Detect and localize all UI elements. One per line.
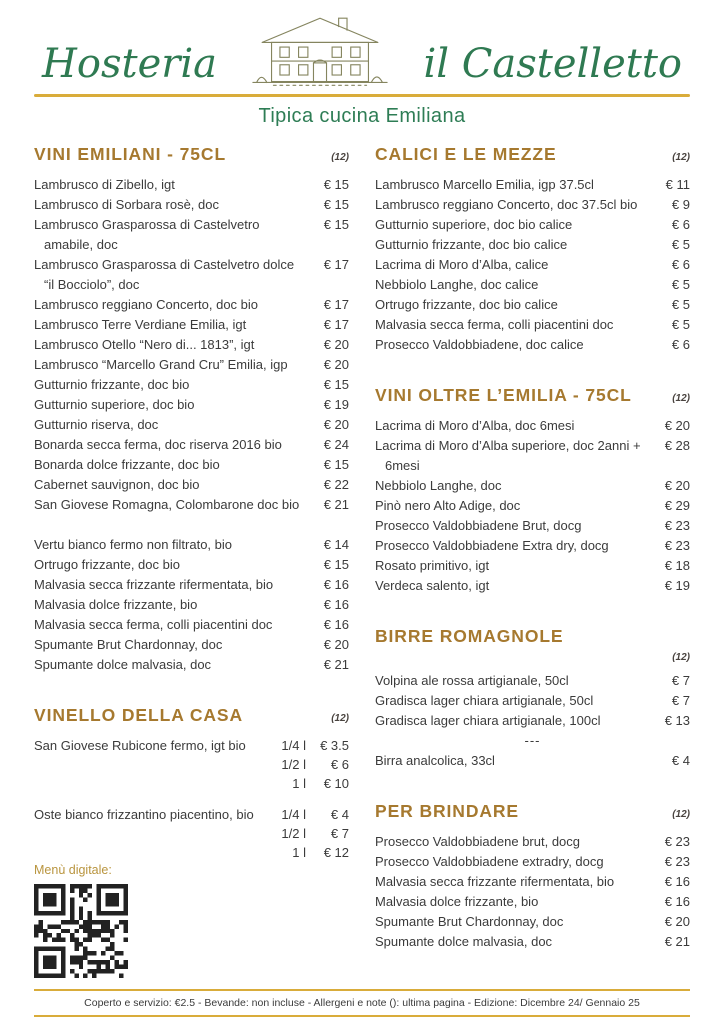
menu-item <box>375 416 690 436</box>
menu-item <box>375 496 690 516</box>
menu-item <box>34 575 349 595</box>
item-name: Ortrugo frizzante, doc bio <box>34 557 180 572</box>
item-name: Malvasia secca ferma, colli piacentini doc <box>34 617 273 632</box>
section-header <box>34 705 349 726</box>
item-price: € 21 <box>664 934 690 949</box>
item-price: € 20 <box>664 418 690 433</box>
serving-size: 1/4 l <box>281 738 306 753</box>
left-sections <box>34 144 349 862</box>
item-name: Lambrusco Grasparossa di Castelvetro amabile, doc <box>34 217 260 252</box>
item-list <box>375 175 690 355</box>
menu-item <box>375 516 690 536</box>
item-name: Malvasia secca frizzante rifermentata, bio <box>34 577 274 592</box>
menu-item <box>375 932 690 952</box>
item-name: Lambrusco di Sorbara rosè, doc <box>34 197 219 212</box>
footer <box>34 989 690 1017</box>
item-price: € 10 <box>323 776 349 791</box>
menu-item <box>34 255 349 295</box>
item-price: € 29 <box>664 498 690 513</box>
item-price: € 3.5 <box>320 738 349 753</box>
menu-item <box>34 736 349 793</box>
item-name: Bonarda secca ferma, doc riserva 2016 bio <box>34 437 282 452</box>
item-price: € 23 <box>664 834 690 849</box>
section-note: (12) <box>672 652 690 663</box>
section-title: VINELLO DELLA CASA <box>34 705 244 725</box>
item-price: € 6 <box>671 217 690 232</box>
menu-item <box>375 436 690 476</box>
item-name: Ortrugo frizzante, doc bio calice <box>375 297 558 312</box>
menu-columns <box>34 144 690 952</box>
item-name: Malvasia secca frizzante rifermentata, bio <box>375 874 615 889</box>
price-option <box>281 824 349 843</box>
item-name: Gutturnio riserva, doc <box>34 417 159 432</box>
section-header <box>34 144 349 165</box>
item-price: € 6 <box>671 257 690 272</box>
section-title: CALICI E LE MEZZE <box>375 144 557 164</box>
item-list <box>375 416 690 596</box>
item-price: € 9 <box>671 197 690 212</box>
menu-item <box>375 711 690 731</box>
item-name: Prosecco Valdobbiadene, doc calice <box>375 337 584 352</box>
page-subtitle: Tipica cucina Emiliana <box>258 105 466 127</box>
item-price: € 7 <box>671 693 690 708</box>
column-left <box>34 144 349 952</box>
item-name: Gutturnio frizzante, doc bio calice <box>375 237 568 252</box>
menu-item <box>34 375 349 395</box>
digital-menu-block <box>34 863 164 978</box>
price-option <box>281 805 349 824</box>
item-price: € 23 <box>664 518 690 533</box>
menu-item <box>375 536 690 556</box>
item-price-options <box>281 805 349 862</box>
item-price: € 16 <box>323 617 349 632</box>
item-price: € 23 <box>664 538 690 553</box>
item-price: € 5 <box>671 297 690 312</box>
menu-item <box>375 751 690 771</box>
item-price: € 15 <box>323 557 349 572</box>
item-price: € 15 <box>323 197 349 212</box>
menu-item <box>34 315 349 335</box>
item-name: Lacrima di Moro d’Alba, doc 6mesi <box>375 418 575 433</box>
serving-size: 1/2 l <box>281 757 306 772</box>
item-price: € 18 <box>664 558 690 573</box>
item-list <box>34 736 349 862</box>
item-name: Volpina ale rossa artigianale, 50cl <box>375 673 569 688</box>
restaurant-name-right: il Castelletto <box>423 41 682 87</box>
item-price-options <box>281 736 349 793</box>
item-name: Rosato primitivo, igt <box>375 558 490 573</box>
restaurant-name-left: Hosteria <box>42 41 217 87</box>
item-name: San Giovese Rubicone fermo, igt bio <box>34 738 246 753</box>
section-header <box>375 626 690 647</box>
list-spacer <box>34 515 349 535</box>
menu-item <box>375 315 690 335</box>
item-name: Vertu bianco fermo non filtrato, bio <box>34 537 233 552</box>
item-price: € 12 <box>323 845 349 860</box>
item-price: € 20 <box>323 417 349 432</box>
item-price: € 7 <box>330 826 349 841</box>
menu-item <box>375 912 690 932</box>
section-title: PER BRINDARE <box>375 801 520 821</box>
item-price: € 19 <box>664 578 690 593</box>
item-name: Pinò nero Alto Adige, doc <box>375 498 521 513</box>
price-option <box>292 843 349 862</box>
section-title: VINI EMILIANI - 75CL <box>34 144 227 164</box>
menu-item <box>34 535 349 555</box>
menu-item <box>34 215 349 255</box>
serving-size: 1 l <box>292 776 306 791</box>
item-name: Lacrima di Moro d’Alba, calice <box>375 257 549 272</box>
item-name: Nebbiolo Langhe, doc <box>375 478 502 493</box>
menu-section <box>375 801 690 952</box>
menu-item <box>34 495 349 515</box>
item-price: € 20 <box>664 914 690 929</box>
item-price: € 21 <box>323 497 349 512</box>
item-name: Lambrusco reggiano Concerto, doc bio <box>34 297 259 312</box>
menu-item <box>34 175 349 195</box>
item-price: € 5 <box>671 277 690 292</box>
item-name: San Giovese Romagna, Colombarone doc bio <box>34 497 300 512</box>
price-option <box>281 736 349 755</box>
item-name: Nebbiolo Langhe, doc calice <box>375 277 539 292</box>
section-note: (12) <box>331 152 349 163</box>
menu-item <box>375 335 690 355</box>
menu-item <box>375 175 690 195</box>
item-price: € 16 <box>664 874 690 889</box>
menu-item <box>375 275 690 295</box>
item-price: € 16 <box>323 577 349 592</box>
item-price: € 16 <box>664 894 690 909</box>
country-house-illustration <box>245 7 395 94</box>
footer-text: Coperto e servizio: €2.5 - Bevande: non incluse - Allergeni e note (): ultima pagina - Edizione: Dicembre 24/ Gennaio 25 <box>84 997 640 1009</box>
menu-section <box>375 626 690 771</box>
menu-item <box>34 595 349 615</box>
item-name: Birra analcolica, 33cl <box>375 753 495 768</box>
item-price: € 24 <box>323 437 349 452</box>
item-name: Bonarda dolce frizzante, doc bio <box>34 457 220 472</box>
menu-item <box>375 872 690 892</box>
section-note: (12) <box>331 713 349 724</box>
section-note-row <box>375 647 690 661</box>
item-name: Lambrusco reggiano Concerto, doc 37.5cl bio <box>375 197 638 212</box>
menu-item <box>34 615 349 635</box>
menu-item <box>34 805 349 862</box>
menu-item <box>375 556 690 576</box>
section-title: VINI OLTRE L’EMILIA - 75CL <box>375 385 632 405</box>
item-name: Gutturnio frizzante, doc bio <box>34 377 190 392</box>
item-name: Lambrusco “Marcello Grand Cru” Emilia, igp <box>34 357 288 372</box>
section-note: (12) <box>672 152 690 163</box>
item-price: € 16 <box>323 597 349 612</box>
menu-section <box>34 144 349 675</box>
menu-item <box>375 852 690 872</box>
item-name: Lambrusco Marcello Emilia, igp 37.5cl <box>375 177 594 192</box>
menu-item <box>375 295 690 315</box>
menu-item <box>34 355 349 375</box>
item-price: € 20 <box>664 478 690 493</box>
item-price: € 11 <box>665 177 690 192</box>
item-name: Lambrusco Terre Verdiane Emilia, igt <box>34 317 247 332</box>
section-header <box>375 144 690 165</box>
section-note: (12) <box>672 393 690 404</box>
menu-item <box>34 455 349 475</box>
title-row <box>34 10 690 94</box>
menu-item <box>375 476 690 496</box>
item-name: Gutturnio superiore, doc bio <box>34 397 195 412</box>
item-price: € 20 <box>323 337 349 352</box>
menu-item <box>34 475 349 495</box>
menu-item <box>375 691 690 711</box>
item-price: € 4 <box>671 753 690 768</box>
menu-item <box>375 832 690 852</box>
item-price: € 19 <box>323 397 349 412</box>
item-price: € 23 <box>664 854 690 869</box>
item-price: € 5 <box>671 317 690 332</box>
section-header <box>375 385 690 406</box>
item-price: € 15 <box>323 177 349 192</box>
menu-item <box>34 635 349 655</box>
item-name: Lambrusco Otello “Nero di... 1813”, igt <box>34 337 255 352</box>
item-name: Verdeca salento, igt <box>375 578 490 593</box>
item-price: € 17 <box>323 257 349 272</box>
item-name: Gradisca lager chiara artigianale, 100cl <box>375 713 601 728</box>
item-price: € 17 <box>323 317 349 332</box>
item-name: Spumante dolce malvasia, doc <box>375 934 553 949</box>
menu-item <box>375 235 690 255</box>
item-price: € 15 <box>323 217 349 232</box>
item-name: Oste bianco frizzantino piacentino, bio <box>34 807 254 822</box>
item-name: Prosecco Valdobbiadene Brut, docg <box>375 518 582 533</box>
menu-section <box>375 385 690 596</box>
serving-size: 1 l <box>292 845 306 860</box>
item-name: Lambrusco Grasparossa di Castelvetro dolce “il Bocciolo”, doc <box>34 257 295 292</box>
price-option <box>281 755 349 774</box>
item-name: Spumante Brut Chardonnay, doc <box>375 914 564 929</box>
item-name: Prosecco Valdobbiadene brut, docg <box>375 834 581 849</box>
item-price: € 22 <box>323 477 349 492</box>
item-name: Malvasia dolce frizzante, bio <box>34 597 198 612</box>
item-price: € 28 <box>664 438 690 453</box>
menu-item <box>375 195 690 215</box>
item-price: € 15 <box>323 457 349 472</box>
column-right <box>375 144 690 952</box>
item-name: Spumante Brut Chardonnay, doc <box>34 637 223 652</box>
item-list <box>34 175 349 675</box>
menu-item <box>34 415 349 435</box>
item-price: € 4 <box>330 807 349 822</box>
digital-menu-label: Menù digitale: <box>34 863 112 877</box>
item-price: € 13 <box>664 713 690 728</box>
section-title: BIRRE ROMAGNOLE <box>375 626 564 646</box>
item-price: € 5 <box>671 237 690 252</box>
item-name: Gutturnio superiore, doc bio calice <box>375 217 573 232</box>
item-price: € 21 <box>323 657 349 672</box>
item-price: € 20 <box>323 357 349 372</box>
item-price: € 7 <box>671 673 690 688</box>
menu-item <box>34 335 349 355</box>
item-price: € 20 <box>323 637 349 652</box>
menu-item <box>34 435 349 455</box>
menu-item <box>375 215 690 235</box>
item-name: Cabernet sauvignon, doc bio <box>34 477 200 492</box>
item-list <box>375 832 690 952</box>
item-price: € 6 <box>330 757 349 772</box>
menu-item <box>34 195 349 215</box>
item-name: Prosecco Valdobbiadene extradry, docg <box>375 854 604 869</box>
item-name: Prosecco Valdobbiadene Extra dry, docg <box>375 538 609 553</box>
item-name: Lambrusco di Zibello, igt <box>34 177 175 192</box>
menu-item <box>34 555 349 575</box>
item-name: Gradisca lager chiara artigianale, 50cl <box>375 693 594 708</box>
item-price: € 6 <box>671 337 690 352</box>
item-price: € 17 <box>323 297 349 312</box>
header <box>34 10 690 128</box>
menu-item <box>375 255 690 275</box>
menu-section <box>375 144 690 355</box>
price-option <box>292 774 349 793</box>
serving-size: 1/2 l <box>281 826 306 841</box>
item-price: € 15 <box>323 377 349 392</box>
serving-size: 1/4 l <box>281 807 306 822</box>
menu-item <box>34 295 349 315</box>
item-list <box>375 671 690 771</box>
qr-code <box>34 884 128 978</box>
menu-item <box>34 395 349 415</box>
item-name: Lacrima di Moro d’Alba superiore, doc 2anni + 6mesi <box>375 438 641 473</box>
item-name: Spumante dolce malvasia, doc <box>34 657 212 672</box>
menu-item <box>375 576 690 596</box>
right-sections <box>375 144 690 952</box>
menu-section <box>34 705 349 862</box>
item-name: Malvasia dolce frizzante, bio <box>375 894 539 909</box>
header-divider <box>34 94 690 97</box>
menu-item <box>34 655 349 675</box>
list-separator: --- <box>524 733 541 748</box>
section-note: (12) <box>672 809 690 820</box>
menu-item <box>375 671 690 691</box>
item-price: € 14 <box>323 537 349 552</box>
menu-item <box>375 892 690 912</box>
section-header <box>375 801 690 822</box>
item-name: Malvasia secca ferma, colli piacentini doc <box>375 317 614 332</box>
